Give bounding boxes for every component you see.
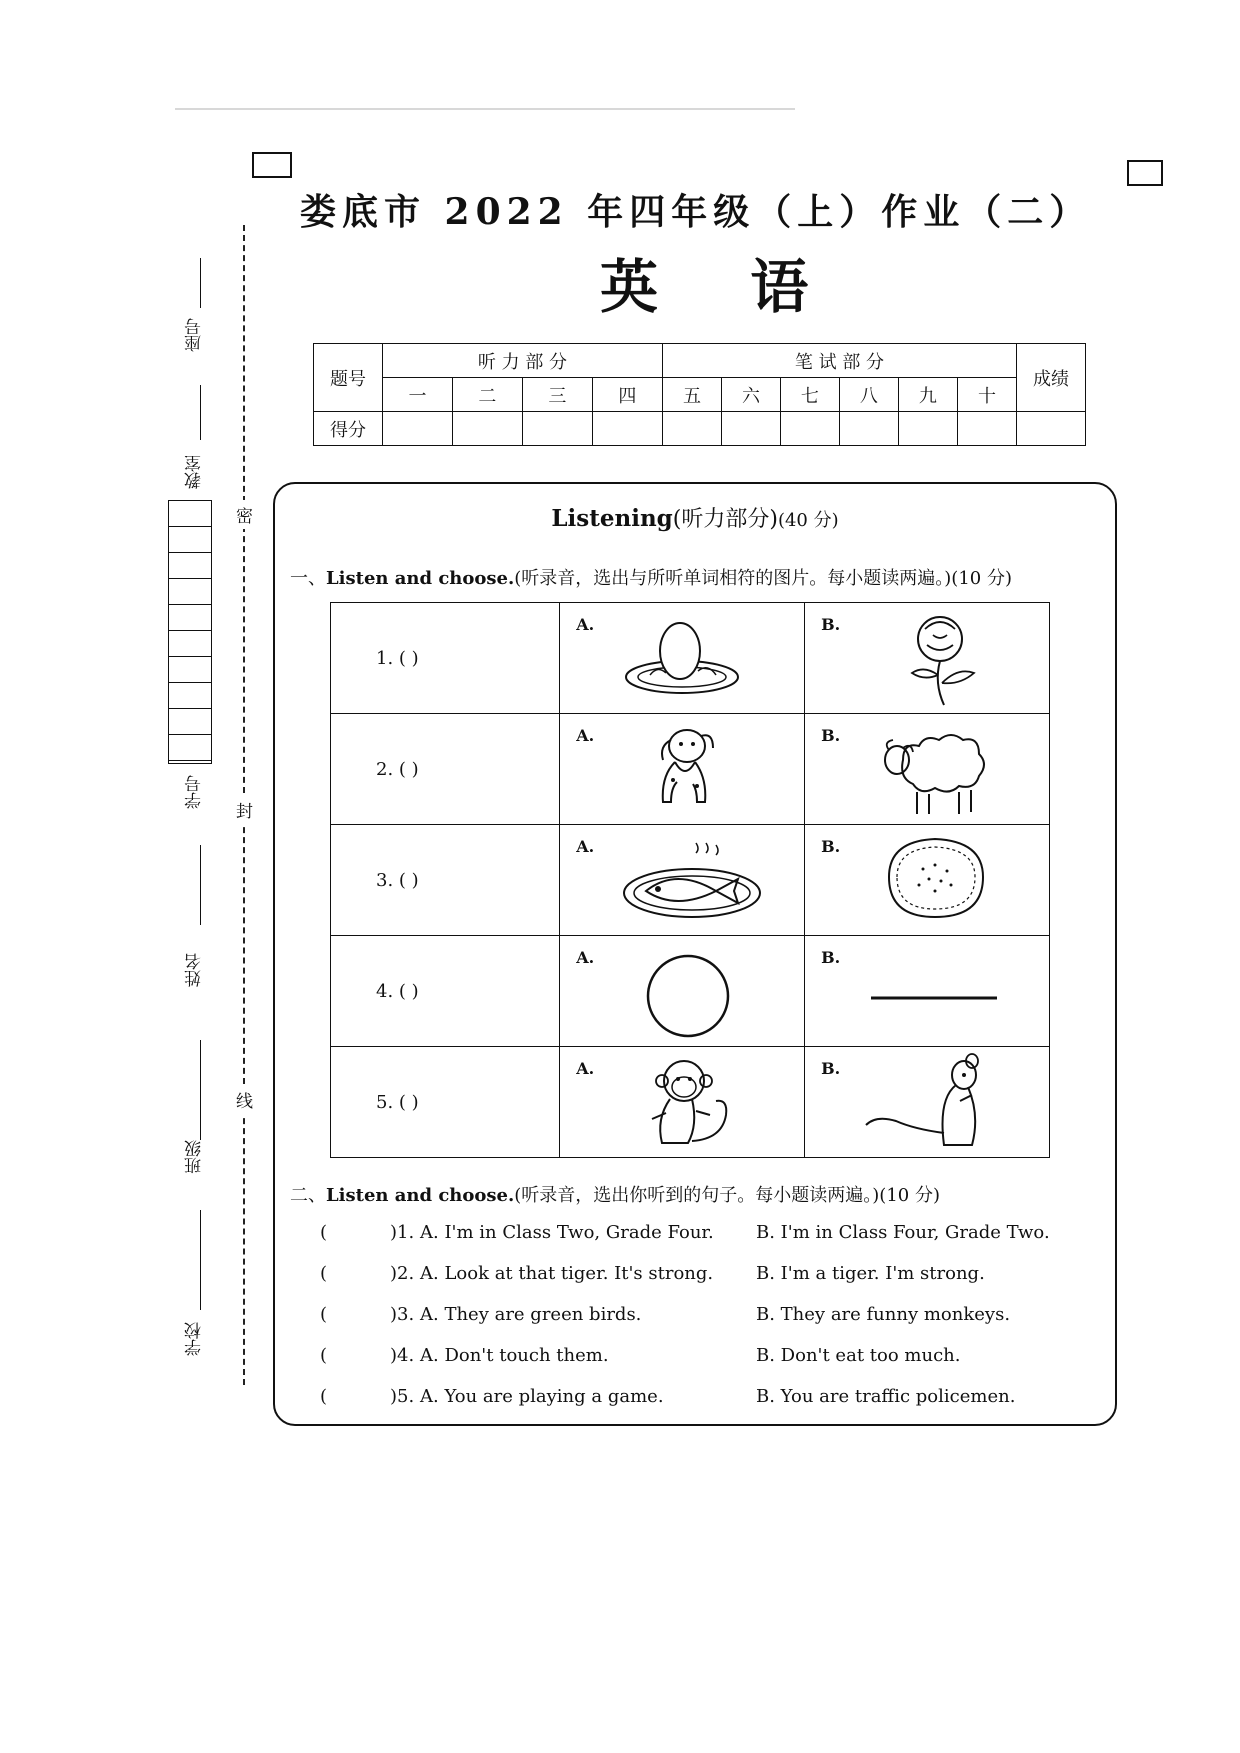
- section-number: 五: [662, 378, 721, 412]
- line-icon: [865, 942, 1005, 1038]
- listening-title-cn: (听力部分): [672, 507, 778, 532]
- option-b-cell[interactable]: [805, 936, 1050, 1047]
- score-cell[interactable]: [383, 412, 453, 446]
- option-a-label: A.: [576, 948, 595, 967]
- flower-icon: [885, 609, 1015, 709]
- scan-edge: [175, 108, 795, 110]
- question-number: 2. ( ): [331, 714, 560, 825]
- option-b-label: B.: [821, 948, 841, 967]
- listening-header: 听 力 部 分: [383, 344, 663, 378]
- sentence-option-a: A. I'm in Class Two, Grade Four.: [420, 1222, 714, 1243]
- sentence-number: )5.: [390, 1386, 415, 1407]
- option-a-cell[interactable]: [560, 936, 805, 1047]
- answer-bracket[interactable]: (: [320, 1304, 328, 1325]
- question-number: 5. ( ): [331, 1047, 560, 1158]
- picture-choice-table: [330, 602, 1050, 1158]
- option-a-cell[interactable]: [560, 714, 805, 825]
- part2-heading: [290, 1181, 940, 1207]
- part1-num: 一、: [290, 568, 326, 589]
- class-line: [200, 1040, 201, 1140]
- corner-mark: [1127, 160, 1163, 186]
- part1-heading: [290, 564, 1012, 590]
- option-b-cell[interactable]: [805, 603, 1050, 714]
- sentence-number: )3.: [390, 1304, 415, 1325]
- sentence-option-b: B. I'm in Class Four, Grade Two.: [756, 1222, 1050, 1243]
- fish-on-plate-icon: [618, 831, 768, 927]
- score-cell[interactable]: [839, 412, 898, 446]
- section-number: 九: [898, 378, 957, 412]
- answer-bracket[interactable]: (: [320, 1345, 328, 1366]
- sentence-option-b: B. You are traffic policemen.: [756, 1386, 1016, 1407]
- option-b-cell[interactable]: [805, 825, 1050, 936]
- answer-bracket[interactable]: (: [320, 1263, 328, 1284]
- listening-title-en: Listening: [551, 505, 673, 532]
- table-row: [331, 825, 1050, 936]
- table-row: [331, 714, 1050, 825]
- score-cell[interactable]: [721, 412, 780, 446]
- sentence-option-a: A. Don't touch them.: [420, 1345, 609, 1366]
- section-number: 二: [452, 378, 522, 412]
- seal-char-xian: 线: [236, 1085, 253, 1114]
- seal-char-feng: 封: [236, 795, 253, 824]
- monkey-icon: [638, 1053, 748, 1153]
- classroom-label: 教室: [185, 455, 205, 489]
- option-b-cell[interactable]: [805, 1047, 1050, 1158]
- egg-on-plate-icon: [620, 609, 750, 705]
- seat-label: 座号: [185, 318, 205, 352]
- bread-icon: [875, 831, 995, 931]
- score-cell[interactable]: [780, 412, 839, 446]
- score-cell[interactable]: [662, 412, 721, 446]
- sentence-option-b: B. They are funny monkeys.: [756, 1304, 1011, 1325]
- option-a-cell[interactable]: [560, 603, 805, 714]
- question-number: 1. ( ): [331, 603, 560, 714]
- school-line: [200, 1210, 201, 1310]
- name-label: 姓名: [185, 953, 205, 987]
- subject-title: 英 语: [600, 253, 845, 321]
- circle-icon: [638, 942, 738, 1038]
- score-cell[interactable]: [452, 412, 522, 446]
- section-number: 三: [522, 378, 592, 412]
- student-id-label: 学号: [185, 775, 205, 809]
- section-number: 八: [839, 378, 898, 412]
- section-number: 一: [383, 378, 453, 412]
- sheep-icon: [873, 720, 1003, 820]
- sentence-number: )4.: [390, 1345, 415, 1366]
- class-label: 班级: [185, 1140, 205, 1174]
- score-cell[interactable]: [522, 412, 592, 446]
- table-row: [331, 1047, 1050, 1158]
- listening-points: (40 分): [777, 510, 839, 531]
- option-b-label: B.: [821, 1059, 841, 1078]
- option-a-label: A.: [576, 726, 595, 745]
- part2-instruction: (听录音，选出你听到的句子。每小题读两遍。)(10 分): [514, 1185, 940, 1206]
- sentence-option-b: B. Don't eat too much.: [756, 1345, 961, 1366]
- row-label: 题号: [314, 344, 383, 412]
- score-table: [313, 343, 1086, 446]
- option-b-cell[interactable]: [805, 714, 1050, 825]
- option-a-cell[interactable]: [560, 1047, 805, 1158]
- section-number: 十: [957, 378, 1016, 412]
- sentence-option-a: A. They are green birds.: [420, 1304, 642, 1325]
- question-number: 3. ( ): [331, 825, 560, 936]
- written-header: 笔 试 部 分: [662, 344, 1016, 378]
- score-label: 得分: [314, 412, 383, 446]
- question-number: 4. ( ): [331, 936, 560, 1047]
- sentence-option-a: A. You are playing a game.: [420, 1386, 664, 1407]
- option-b-label: B.: [821, 837, 841, 856]
- name-line: [200, 845, 201, 925]
- sentence-number: )1.: [390, 1222, 415, 1243]
- answer-bracket[interactable]: (: [320, 1386, 328, 1407]
- classroom-line: [200, 385, 201, 440]
- seat-line: [200, 258, 201, 308]
- student-id-boxes[interactable]: [168, 500, 212, 764]
- option-b-label: B.: [821, 726, 841, 745]
- corner-mark: [252, 152, 292, 178]
- total-header: 成绩: [1017, 344, 1086, 412]
- option-a-label: A.: [576, 837, 595, 856]
- seal-char-mi: 密: [236, 500, 253, 529]
- part1-title: Listen and choose.: [326, 568, 515, 589]
- part2-title: Listen and choose.: [326, 1185, 515, 1206]
- sentence-option-b: B. I'm a tiger. I'm strong.: [756, 1263, 985, 1284]
- part2-num: 二、: [290, 1185, 326, 1206]
- option-a-label: A.: [576, 615, 595, 634]
- table-row: [331, 603, 1050, 714]
- part1-instruction: (听录音，选出与所听单词相符的图片。每小题读两遍。)(10 分): [514, 568, 1012, 589]
- section-number: 六: [721, 378, 780, 412]
- school-label: 学校: [185, 1322, 205, 1356]
- answer-bracket[interactable]: (: [320, 1222, 328, 1243]
- dog-icon: [635, 720, 735, 824]
- score-cell[interactable]: [957, 412, 1016, 446]
- total-cell[interactable]: [1017, 412, 1086, 446]
- sentence-number: )2.: [390, 1263, 415, 1284]
- option-a-label: A.: [576, 1059, 595, 1078]
- mouse-icon: [860, 1053, 1000, 1153]
- option-b-label: B.: [821, 615, 841, 634]
- option-a-cell[interactable]: [560, 825, 805, 936]
- page-title: 娄底市 2022 年四年级（上）作业（二）: [300, 191, 1092, 233]
- listening-section: [273, 482, 1117, 1426]
- listening-title: [275, 502, 1115, 533]
- section-number: 四: [592, 378, 662, 412]
- score-cell[interactable]: [898, 412, 957, 446]
- score-cell[interactable]: [592, 412, 662, 446]
- table-row: [331, 936, 1050, 1047]
- section-number: 七: [780, 378, 839, 412]
- sentence-option-a: A. Look at that tiger. It's strong.: [420, 1263, 714, 1284]
